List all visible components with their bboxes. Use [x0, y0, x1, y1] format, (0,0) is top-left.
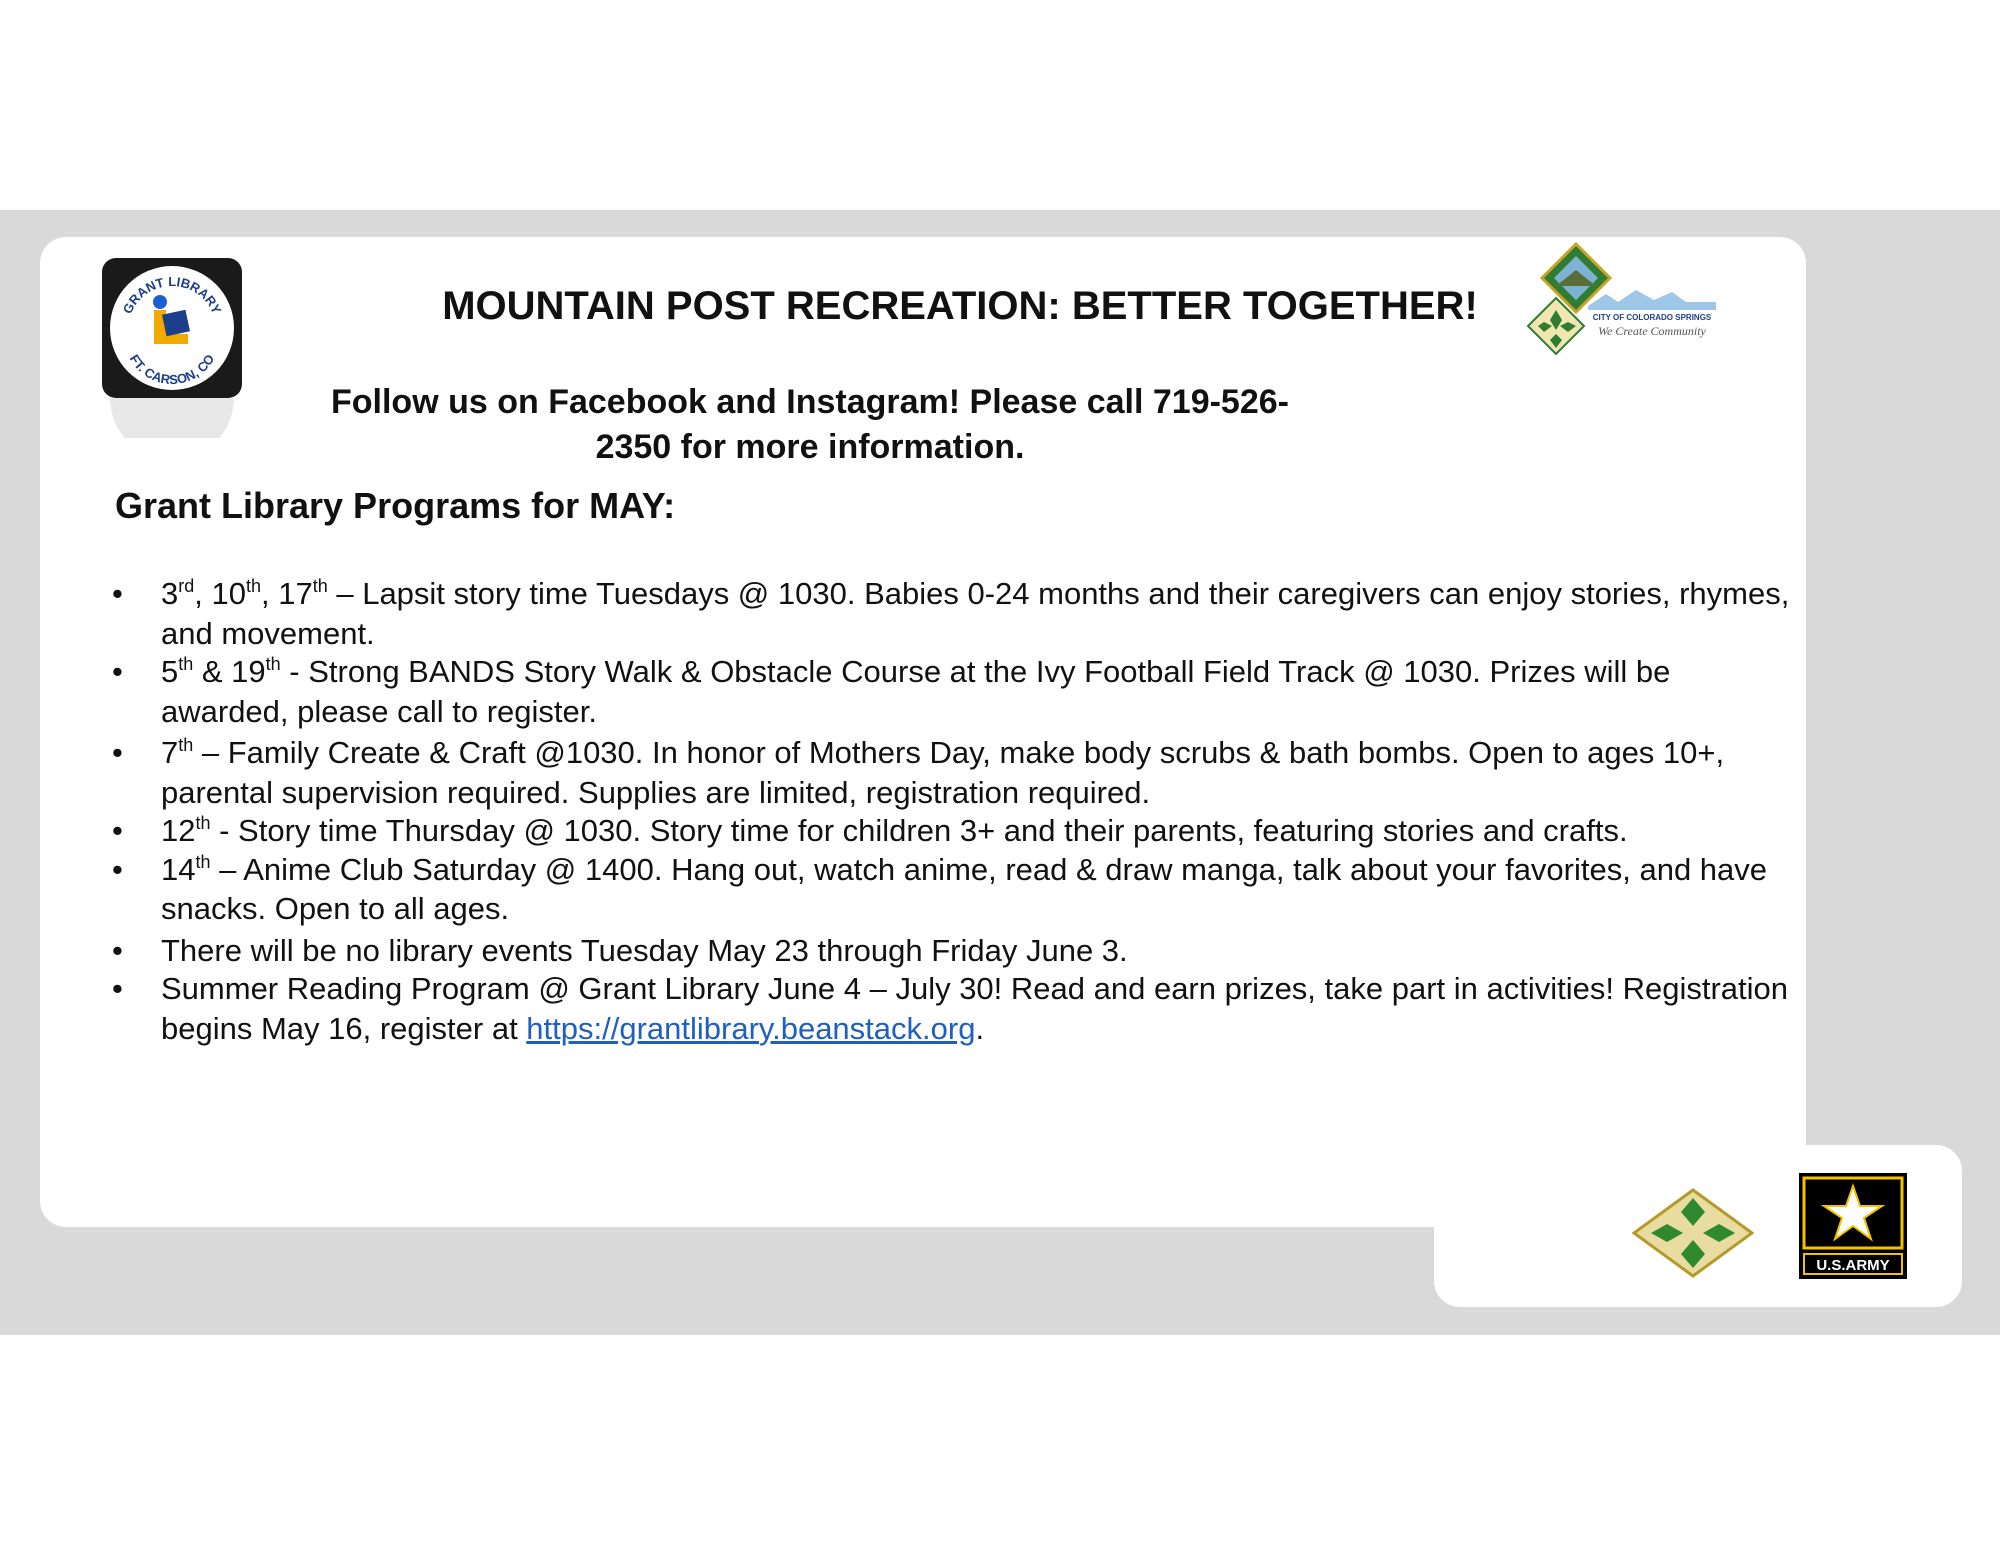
city-slogan: We Create Community	[1598, 324, 1706, 338]
grant-library-logo-reflection	[102, 398, 242, 438]
program-item-anime-club: • 14th – Anime Club Saturday @ 1400. Hang out, watch anime, read & draw manga, talk about your favorites, and have snacks. Open to all ages.	[112, 850, 1792, 929]
page-title: MOUNTAIN POST RECREATION: BETTER TOGETHER!	[442, 284, 1478, 328]
beanstack-link[interactable]: https://grantlibrary.beanstack.org	[526, 1010, 976, 1046]
program-item-no-events: • There will be no library events Tuesday May 23 through Friday June 3.	[112, 931, 1792, 971]
program-item-lapsit: • 3rd, 10th, 17th – Lapsit story time Tuesdays @ 1030. Babies 0-24 months and their caregivers can enjoy stories, rhymes, and movement.	[112, 574, 1792, 653]
contact-info: Follow us on Facebook and Instagram! Please call 719-526-2350 for more information.	[331, 383, 1289, 466]
program-item-summer-reading: • Summer Reading Program @ Grant Library June 4 – July 30! Read and earn prizes, take part in activities! Registration begins May 16, register at https://grantlibrary.beanstack.org.	[112, 969, 1792, 1048]
army-text: U.S.ARMY	[1816, 1257, 1890, 1274]
us-army-logo	[1798, 1172, 1910, 1280]
program-item-story-walk: • 5th & 19th - Strong BANDS Story Walk & Obstacle Course at the Ivy Football Field Track @ 1030. Prizes will be awarded, please call to register.	[112, 652, 1792, 731]
logo-top-text: GRANT LIBRARY	[119, 273, 225, 317]
programs-list	[112, 574, 1792, 1047]
grant-library-logo	[102, 258, 242, 398]
program-item-story-time: • 12th - Story time Thursday @ 1030. Story time for children 3+ and their parents, featuring stories and crafts.	[112, 811, 1792, 851]
program-item-family-craft: • 7th – Family Create & Craft @1030. In honor of Mothers Day, make body scrubs & bath bombs. Open to ages 10+, parental supervision required. Supplies are limited, registration required.	[112, 733, 1792, 812]
programs-heading: Grant Library Programs for MAY:	[115, 485, 676, 526]
logo-bottom-text: FT. CARSON, CO	[126, 351, 218, 388]
city-name: CITY OF COLORADO SPRINGS	[1592, 313, 1712, 322]
fourth-infantry-division-logo	[1632, 1188, 1754, 1278]
